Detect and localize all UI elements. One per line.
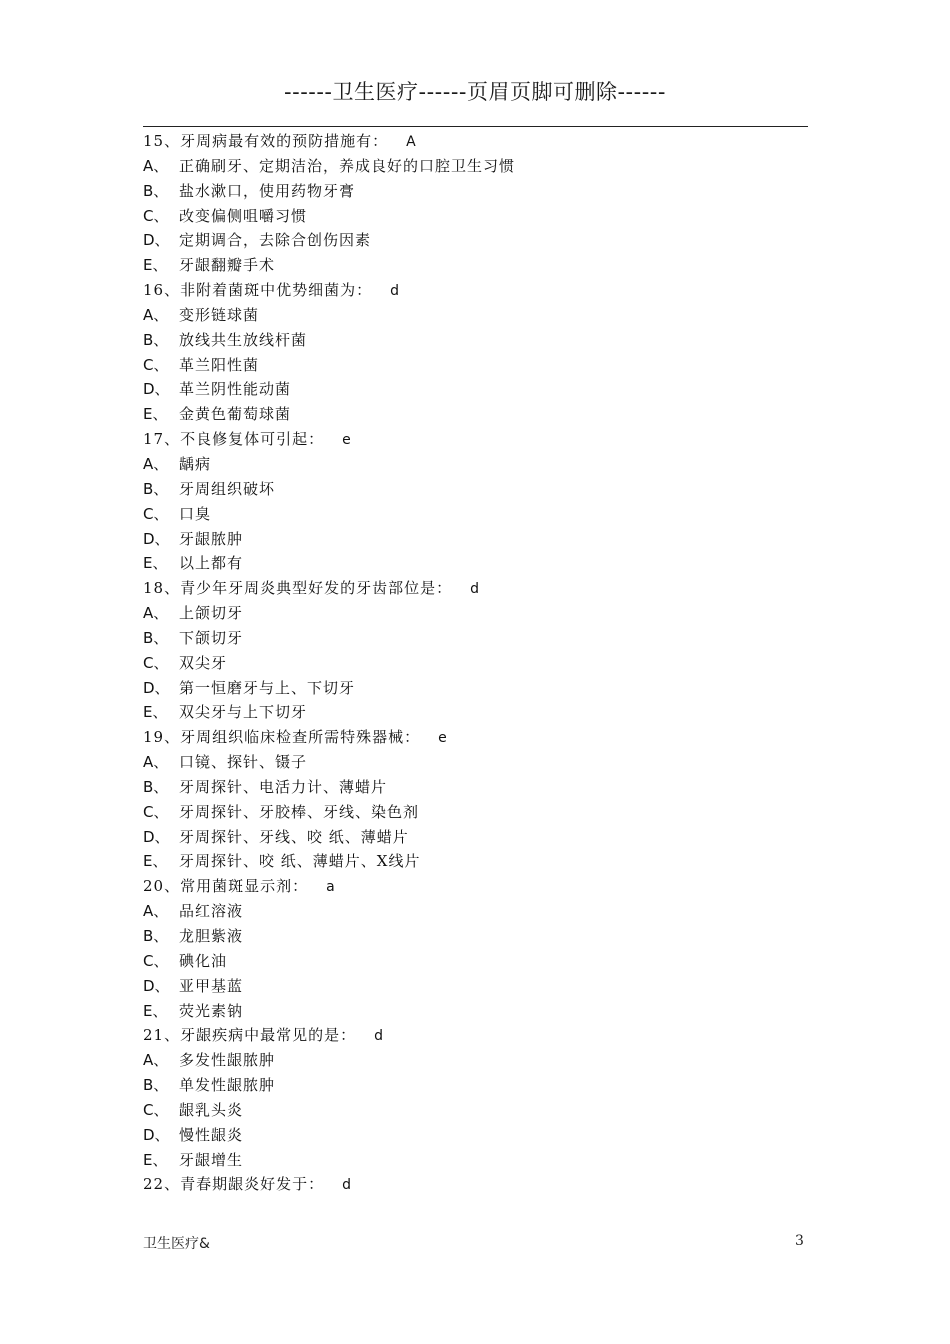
option-item: [143, 651, 808, 676]
option-item: [143, 1123, 808, 1148]
option-item: [143, 1098, 808, 1123]
option-item: [143, 179, 808, 204]
option-item: [143, 750, 808, 775]
option-item: [143, 626, 808, 651]
question-stem: [143, 725, 808, 750]
option-letter: B、: [143, 927, 169, 945]
option-letter: D、: [143, 1125, 170, 1144]
option-text: 下颌切牙: [179, 628, 244, 647]
question-stem: [143, 576, 808, 601]
option-letter: D、: [143, 678, 170, 697]
option-item: [143, 402, 808, 427]
option-item: [143, 353, 808, 378]
option-text: 牙周组织破坏: [179, 479, 276, 498]
option-item: [143, 974, 808, 999]
option-item: [143, 1048, 808, 1073]
option-letter: C、: [143, 206, 169, 225]
option-text: 牙龈翻瓣手术: [179, 256, 276, 275]
question-text: 22、青春期龈炎好发于：: [143, 1175, 325, 1194]
option-text: 碘化油: [179, 951, 228, 970]
option-letter: A、: [143, 305, 169, 324]
option-letter: B、: [143, 330, 169, 349]
option-letter: C、: [143, 653, 169, 672]
option-letter: A、: [143, 753, 169, 772]
option-text: 牙龈脓肿: [179, 529, 244, 548]
option-letter: C、: [143, 355, 169, 374]
option-letter: B、: [143, 479, 169, 498]
question-stem: [143, 278, 808, 303]
answer-key: d: [390, 283, 399, 300]
page-header: ------卫生医疗------页眉页脚可删除------: [284, 80, 666, 104]
option-item: [143, 949, 808, 974]
option-item: [143, 800, 808, 825]
option-item: [143, 328, 808, 353]
option-letter: E、: [143, 1150, 168, 1169]
option-text: 正确刷牙、定期洁治，养成良好的口腔卫生习惯: [179, 156, 516, 175]
option-item: [143, 377, 808, 402]
question-stem: [143, 129, 808, 154]
option-text: 牙周探针、牙胶棒、牙线、染色剂: [179, 802, 420, 821]
answer-key: e: [438, 730, 447, 747]
option-letter: E、: [143, 852, 168, 871]
option-item: [143, 527, 808, 552]
option-item: [143, 700, 808, 725]
option-item: [143, 154, 808, 179]
option-text: 以上都有: [179, 554, 244, 573]
option-text: 牙周探针、咬 纸、薄蜡片、X线片: [179, 852, 421, 871]
option-item: [143, 477, 808, 502]
question-text: 18、青少年牙周炎典型好发的牙齿部位是：: [143, 579, 453, 598]
option-text: 口镜、探针、镊子: [179, 753, 308, 772]
option-letter: A、: [143, 156, 169, 175]
option-letter: B、: [143, 628, 169, 647]
option-item: [143, 551, 808, 576]
question-text: 21、牙龈疾病中最常见的是：: [143, 1026, 357, 1045]
answer-key: d: [342, 1177, 351, 1194]
option-letter: A、: [143, 1051, 169, 1070]
option-letter: D、: [143, 827, 170, 846]
option-letter: B、: [143, 1076, 169, 1095]
option-text: 双尖牙与上下切牙: [179, 703, 308, 722]
option-letter: A、: [143, 902, 169, 921]
option-letter: D、: [143, 529, 170, 548]
option-item: [143, 899, 808, 924]
option-letter: D、: [143, 976, 170, 995]
option-text: 革兰阴性能动菌: [179, 380, 292, 399]
option-letter: C、: [143, 504, 169, 523]
option-text: 第一恒磨牙与上、下切牙: [179, 678, 356, 697]
option-letter: E、: [143, 405, 168, 424]
option-text: 牙周探针、电活力计、薄蜡片: [179, 777, 388, 796]
option-text: 放线共生放线杆菌: [179, 330, 308, 349]
option-text: 牙周探针、牙线、咬 纸、薄蜡片: [179, 827, 409, 846]
header-divider: [143, 126, 808, 127]
option-item: [143, 303, 808, 328]
page-number: 3: [795, 1233, 804, 1249]
option-text: 革兰阳性菌: [179, 355, 260, 374]
option-item: [143, 999, 808, 1024]
option-text: 品红溶液: [179, 902, 244, 921]
option-text: 龙胆紫液: [179, 927, 244, 945]
option-letter: E、: [143, 1001, 168, 1020]
option-item: [143, 775, 808, 800]
answer-key: d: [374, 1028, 383, 1045]
option-letter: E、: [143, 554, 168, 573]
answer-key: A: [406, 134, 416, 150]
option-text: 慢性龈炎: [179, 1125, 244, 1144]
question-text: 17、不良修复体可引起：: [143, 430, 325, 449]
option-item: [143, 601, 808, 626]
option-text: 单发性龈脓肿: [179, 1076, 276, 1095]
option-item: [143, 676, 808, 701]
option-text: 双尖牙: [179, 653, 228, 672]
answer-key: e: [342, 432, 351, 449]
option-letter: B、: [143, 777, 169, 796]
option-letter: E、: [143, 256, 168, 275]
footer-text: 卫生医疗&: [143, 1236, 210, 1252]
option-item: [143, 1148, 808, 1173]
option-item: [143, 253, 808, 278]
option-text: 变形链球菌: [179, 305, 260, 324]
option-text: 改变偏侧咀嚼习惯: [179, 206, 308, 225]
answer-key: a: [326, 879, 335, 896]
option-text: 龋病: [179, 454, 212, 473]
question-stem: [143, 1172, 808, 1197]
question-text: 19、牙周组织临床检查所需特殊器械：: [143, 728, 421, 747]
question-stem: [143, 874, 808, 899]
option-text: 上颌切牙: [179, 604, 244, 623]
option-letter: A、: [143, 604, 169, 623]
option-item: [143, 1073, 808, 1098]
option-text: 多发性龈脓肿: [179, 1051, 276, 1070]
question-stem: [143, 1023, 808, 1048]
option-item: [143, 825, 808, 850]
option-letter: C、: [143, 951, 169, 970]
option-item: [143, 228, 808, 253]
option-letter: D、: [143, 380, 170, 399]
option-text: 亚甲基蓝: [179, 976, 244, 995]
question-stem: [143, 427, 808, 452]
question-text: 20、常用菌斑显示剂：: [143, 877, 309, 896]
option-letter: E、: [143, 703, 168, 722]
option-text: 龈乳头炎: [179, 1100, 244, 1119]
question-text: 16、非附着菌斑中优势细菌为：: [143, 281, 373, 300]
option-text: 口臭: [179, 504, 212, 523]
option-item: [143, 452, 808, 477]
option-item: [143, 502, 808, 527]
question-text: 15、牙周病最有效的预防措施有：: [143, 132, 389, 150]
option-item: [143, 924, 808, 949]
option-text: 盐水漱口，使用药物牙膏: [179, 181, 356, 200]
option-letter: B、: [143, 181, 169, 200]
option-letter: C、: [143, 1100, 169, 1119]
question-list: [143, 129, 808, 1197]
option-text: 牙龈增生: [179, 1150, 244, 1169]
option-item: [143, 204, 808, 229]
option-text: 定期调合，去除合创伤因素: [179, 231, 372, 250]
option-text: 金黄色葡萄球菌: [179, 405, 292, 424]
option-letter: A、: [143, 454, 169, 473]
option-item: [143, 849, 808, 874]
option-letter: C、: [143, 802, 169, 821]
option-letter: D、: [143, 231, 170, 250]
answer-key: d: [470, 581, 479, 598]
option-text: 荧光素钠: [179, 1001, 244, 1020]
